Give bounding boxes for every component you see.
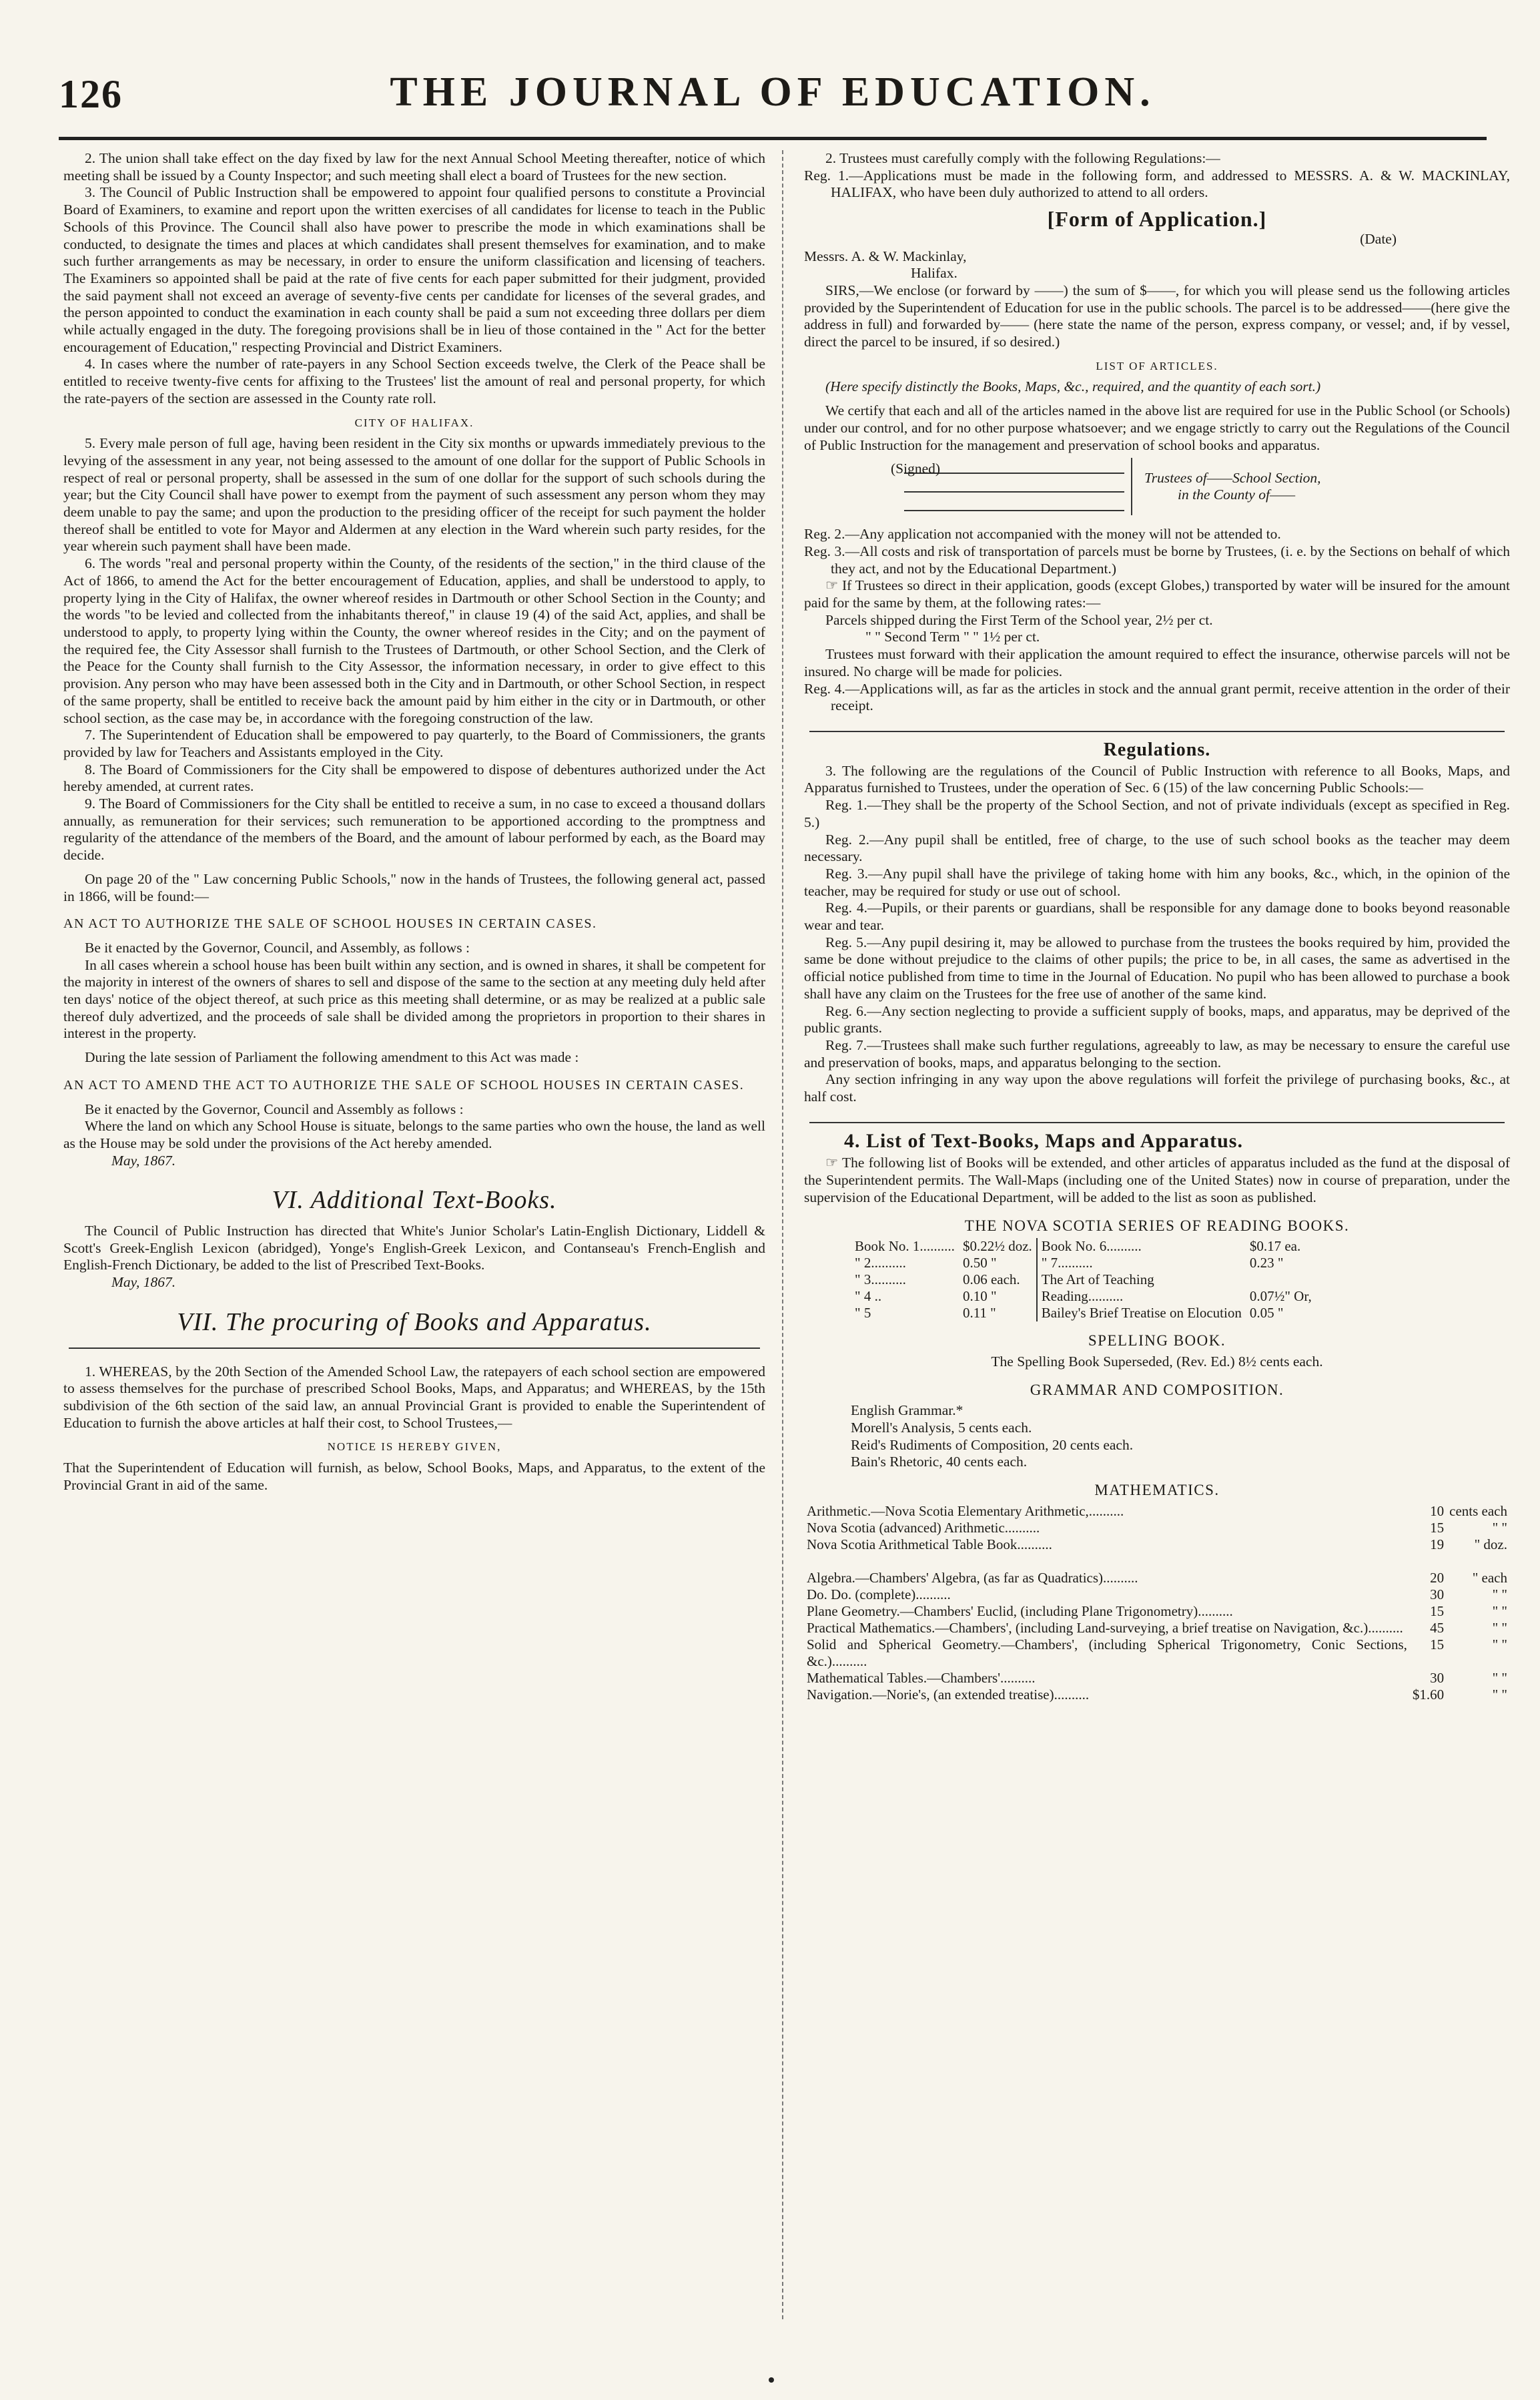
table-row [851, 1288, 1316, 1305]
paragraph: Where the land on which any School House is situate, belongs to the same parties who own the house, the land as well as the House may be sold under the provisions of the Act hereby amended. [63, 1118, 765, 1151]
regulation: Reg. 5.—Any pupil desiring it, may be allowed to purchase from the trustees the books required by him, provided the same be done without prejudice to the claims of other pupils; the price to be, in all cases, the same as advertised in the official notice published from time to time in the Journal of Education. No pupil who has been allowed to purchase a book shall have any claim on the Trustees for the free use of another of the same kind. [804, 934, 1510, 1002]
table-cell: Book No. 1.......... [855, 1238, 955, 1255]
regulation: Reg. 2.—Any application not accompanied with the money will not be attended to. [804, 526, 1281, 543]
regulation: Reg. 1.—They shall be the property of the School Section, and not of private individuals (except as specified in Reg. 5.) [804, 797, 1510, 830]
table-row [804, 1570, 1510, 1586]
category-heading: MATHEMATICS. [1094, 1482, 1220, 1499]
paragraph: On page 20 of the " Law concerning Public Schools," now in the hands of Trustees, the following general act, passed in 1866, will be found:— [63, 870, 765, 904]
table-cell: The Art of Teaching [1037, 1271, 1246, 1288]
running-title: THE JOURNAL OF EDUCATION. [390, 69, 1156, 115]
regulation: Reg. 4.—Pupils, or their parents or guardians, shall be responsible for any damage done to books beyond reasonable wear and tear. [804, 900, 1510, 934]
regulation: Reg. 3.—All costs and risk of transportation of parcels must be borne by Trustees, (i. e. by the Sections on behalf of which they act, and not by the Educational Department.) [804, 543, 1510, 577]
table-cell: $0.17 ea. [1249, 1238, 1301, 1255]
trustees-line: in the County of—— [1178, 487, 1296, 503]
paragraph: 1. WHEREAS, by the 20th Section of the Amended School Law, the ratepayers of each school section are empowered to assess themselves for the purchase of prescribed School Books, Maps, and Apparatus; and WHEREAS, by the 15th subdivision of the 6th section of the said law, an annual Provincial Grant is provided to enable the Superintendent of Education to furnish the above articles at half their cost, to School Trustees,— [63, 1363, 765, 1431]
table-cell: Navigation.—Norie's, (an extended treatise).......... [807, 1686, 1090, 1703]
table-cell [1447, 1553, 1510, 1570]
table-cell: Algebra.—Chambers' Algebra, (as far as Quadratics).......... [807, 1569, 1138, 1586]
trustees-line: Trustees of——School Section, [1144, 469, 1321, 486]
table-cell: 0.07½" Or, [1249, 1288, 1312, 1305]
table-cell: 20 [1430, 1569, 1445, 1586]
form-title: [Form of Application.] [1047, 207, 1267, 232]
paragraph: 6. The words "real and personal property within the County, of the residents of the section," in the third clause of the Act of 1866, to amend the Act for the better encouragement of Education, applies, and shall be understood to apply, to property lying in the City of Halifax, the owner whereof resides in Dartmouth or other School Section in the County; and the words "to be levied and collected from the inhabitants thereof," in clause 19 (4) of the said Act, applies, and shall be understood to apply, to property lying within the County, the owner whereof resides in the City; and on the payment of the required fee, the City Assessor shall furnish to the Trustees of Dartmouth, or other School Section, and the Clerk of the Peace for the County shall furnish to the City Assessor, the information necessary, in order to give effect to this provision. Any person who may have been assessed both in the City and in Dartmouth, or other School Section, in respect of the same property, shall be entitled to receive back the amount paid by him either in the city or in Dartmouth, or other school section, as the case may be, in accordance with the foregoing construction of the law. [63, 555, 765, 726]
list-item: English Grammar.* [851, 1402, 964, 1419]
table-cell: " " [1492, 1586, 1507, 1602]
table-cell: 0.05 " [1249, 1305, 1284, 1321]
table-cell: 15 [1430, 1602, 1445, 1619]
regulation: Reg. 3.—Any pupil shall have the privilege of taking home with him any books, &c., which, in the opinion of the teacher, may be required for study or use out of school. [804, 865, 1510, 899]
table-row [851, 1271, 1316, 1288]
trustees-label [1144, 470, 1321, 504]
left-column [63, 150, 765, 1494]
section-rule [809, 1122, 1505, 1123]
list-item: Reid's Rudiments of Composition, 20 cents each. [851, 1436, 1134, 1453]
table-row [851, 1255, 1316, 1271]
table-cell [1410, 1553, 1447, 1570]
page-header [59, 63, 1487, 130]
table-cell: " " [1492, 1519, 1507, 1536]
table-cell: 10 [1430, 1502, 1445, 1519]
table-cell: " 7.......... [1037, 1255, 1246, 1271]
paragraph: Be it enacted by the Governor, Council and Assembly as follows : [85, 1101, 464, 1117]
spelling-line: The Spelling Book Superseded, (Rev. Ed.) 8½ cents each. [991, 1353, 1323, 1370]
table-cell: Book No. 6.......... [1037, 1238, 1246, 1255]
table-cell: " doz. [1474, 1536, 1507, 1552]
table-cell: " 2.......... [855, 1255, 906, 1271]
page-number: 126 [59, 72, 123, 116]
paragraph: 2. The union shall take effect on the day fixed by law for the next Annual School Meeting thereafter, notice of which meeting shall be issued by a County Inspector; and such meeting shall elect a board of Trustees for the new section. [63, 150, 765, 184]
paragraph: ☞ The following list of Books will be extended, and other articles of apparatus included as the fund at the disposal of the Superintendent permits. The Wall-Maps (including one of the United States) now in course of preparation, under the supervision of the Educational Department, will be added to the list as soon as published. [804, 1155, 1510, 1205]
column-divider [782, 150, 783, 2319]
signature-block [804, 458, 1510, 515]
table-cell: " " [1492, 1619, 1507, 1636]
form-city: Halifax. [911, 265, 957, 282]
section-title: VII. The procuring of Books and Apparatus. [177, 1307, 652, 1336]
paragraph: 9. The Board of Commissioners for the City shall be entitled to receive a sum, in no case to exceed a thousand dollars annually, as remuneration for their services; such remuneration to be apportioned according to the promptness and regularity of the attendance of the members of the Board, and the amount of labour performed by each, as the Board may decide. [63, 796, 765, 864]
paragraph: 5. Every male person of full age, having been resident in the City six months or upwards immediately previous to the levying of the assessment in any year, not being assessed to the amount of one dollar for the support of Public Schools in respect of real or personal property, shall be assessed in the sum of one dollar for the support of such schools during the year; but the City Council shall have power to exempt from the payment of such assessment any person whom they may deem unable to pay the same; and upon the production to the presiding officer of the receipt for such payment the holder thereof shall be entitled to vote for Mayor and Aldermen at any election in the Ward wherein such party resides, for the year wherein such payment shall have been made. [63, 435, 765, 555]
paragraph: Be it enacted by the Governor, Council, and Assembly, as follows : [85, 939, 470, 956]
table-cell: " " [1492, 1669, 1507, 1686]
page-mark [769, 2377, 774, 2383]
regulation: Reg. 1.—Applications must be made in the following form, and addressed to MESSRS. A. & W. MACKINLAY, HALIFAX, who have been duly authorized to attend to all orders. [804, 167, 1510, 201]
table-cell: Reading.......... [1037, 1288, 1246, 1305]
table-row [804, 1520, 1510, 1536]
table-row [804, 1620, 1510, 1636]
table-row [804, 1536, 1510, 1553]
table-cell: 30 [1430, 1586, 1445, 1602]
paragraph: That the Superintendent of Education will furnish, as below, School Books, Maps, and Apparatus, to the extent of the Provincial Grant in aid of the same. [63, 1460, 765, 1493]
table-cell: $0.22½ doz. [962, 1238, 1032, 1255]
table-cell: " " [1492, 1636, 1507, 1653]
table-cell: " each [1472, 1569, 1507, 1586]
grammar-list [804, 1402, 1510, 1471]
table-cell: " " [1492, 1686, 1507, 1703]
table-cell: Solid and Spherical Geometry.—Chambers', (including Spherical Trigonometry, Conic Sections, &c.).......... [807, 1636, 1407, 1669]
date-line: May, 1867. [111, 1274, 176, 1291]
table-cell: 45 [1430, 1619, 1445, 1636]
paragraph: Any section infringing in any way upon the above regulations will forfeit the privilege of purchasing books, &c., at half cost. [804, 1071, 1510, 1105]
list-title: 4. List of Text-Books, Maps and Apparatus. [844, 1129, 1243, 1152]
table-row [804, 1586, 1510, 1603]
table-cell: " 5 [855, 1305, 871, 1321]
regulations-title: Regulations. [1103, 739, 1211, 760]
table-row [804, 1670, 1510, 1687]
form-addressee: Messrs. A. & W. Mackinlay, [804, 248, 967, 264]
paragraph: In all cases wherein a school house has been built within any section, and is owned in shares, it shall be competent for the majority in interest of the owners of shares to sell and dispose of the same to the section at any meeting duly held after ten days' notice of the object thereof, at such price as this meeting shall determine, or as may be realized at a public sale thereof duly advertized, and the proceeds of sale shall be divided among the proprietors in proportion to their shares in interest in the property. [63, 956, 765, 1042]
regulation: Reg. 2.—Any pupil shall be entitled, free of charge, to the use of such school books as the teacher may deem necessary. [804, 831, 1510, 865]
rate-line: Parcels shipped during the First Term of the School year, 2½ per ct. [825, 611, 1213, 628]
list-heading: LIST OF ARTICLES. [1096, 359, 1218, 372]
act-title: AN ACT TO AMEND THE ACT TO AUTHORIZE THE SALE OF SCHOOL HOUSES IN CERTAIN CASES. [63, 1077, 745, 1093]
subheading: CITY OF HALIFAX. [354, 416, 474, 429]
table-cell: Nova Scotia (advanced) Arithmetic.......... [807, 1519, 1040, 1536]
paragraph: During the late session of Parliament the following amendment to this Act was made : [85, 1049, 579, 1066]
category-heading: THE NOVA SCOTIA SERIES OF READING BOOKS. [964, 1217, 1350, 1234]
table-row [804, 1636, 1510, 1670]
paragraph: 3. The following are the regulations of the Council of Public Instruction with reference to all Books, Maps, and Apparatus furnished to Trustees, under the operation of Sec. 6 (15) of the law concerning Public Schools:— [804, 762, 1510, 796]
table-cell: " 4 .. [855, 1288, 882, 1305]
paragraph: 7. The Superintendent of Education shall be empowered to pay quarterly, to the Board of Commissioners, the grants provided by law for Teachers and Assistants employed in the City. [63, 727, 765, 760]
rate-line: " " Second Term " " 1½ per ct. [865, 629, 1040, 645]
table-cell: 0.11 " [962, 1305, 996, 1321]
paragraph: 8. The Board of Commissioners for the City shall be empowered to dispose of debentures authorized under the Act hereby amended, at current rates. [63, 761, 765, 795]
right-column [804, 150, 1510, 1703]
list-item: Bain's Rhetoric, 40 cents each. [851, 1454, 1028, 1470]
table-row [851, 1305, 1316, 1321]
table-cell: 0.06 each. [962, 1271, 1020, 1288]
table-cell: Mathematical Tables.—Chambers'.......... [807, 1669, 1036, 1686]
list-note: (Here specify distinctly the Books, Maps, &c., required, and the quantity of each sort.) [825, 378, 1321, 395]
table-cell: 15 [1430, 1519, 1445, 1536]
table-cell: $1.60 [1412, 1686, 1445, 1703]
date-line: May, 1867. [111, 1152, 176, 1169]
form-body: SIRS,—We enclose (or forward by ——) the sum of $——, for which you will please send us the following articles provided by the Superintendent of Education for use in the public schools. The parcel is to be addressed——(here give the address in full) and forwarded by—— (here state the name of the person, express company, or vessel; and, if by vessel, direct the parcel to be insured, if so desired.) [804, 282, 1510, 350]
table-cell: Arithmetic.—Nova Scotia Elementary Arithmetic,.......... [807, 1502, 1124, 1519]
table-cell: 0.10 " [962, 1288, 997, 1305]
paragraph: The Council of Public Instruction has directed that White's Junior Scholar's Latin-English Dictionary, Liddell & Scott's Greek-English Lexicon (abridged), Yonge's English-Greek Lexicon, and Contanseau's French-English and English-French Dictionary, be added to the list of Prescribed Text-Books. [63, 1223, 765, 1273]
notice-heading: NOTICE IS HEREBY GIVEN, [327, 1440, 502, 1454]
table-row [804, 1603, 1510, 1620]
list-item: Morell's Analysis, 5 cents each. [851, 1420, 1032, 1436]
table-cell: 30 [1430, 1669, 1445, 1686]
category-heading: GRAMMAR AND COMPOSITION. [1030, 1381, 1284, 1398]
paragraph: 4. In cases where the number of rate-payers in any School Section exceeds twelve, the Clerk of the Peace shall be entitled to receive twenty-five cents for affixing to the Trustees' list the amount of real and personal property, for which the rate-payers of the section are assessed in the County rate roll. [63, 356, 765, 406]
table-row [804, 1553, 1510, 1570]
paragraph: 2. Trustees must carefully comply with the following Regulations:— [825, 150, 1220, 166]
table-cell: " " [1492, 1602, 1507, 1619]
table-cell: cents each [1449, 1502, 1507, 1519]
table-cell [804, 1553, 1410, 1570]
table-cell: Nova Scotia Arithmetical Table Book.......... [807, 1536, 1052, 1552]
table-cell: Practical Mathematics.—Chambers', (including Land-surveying, a brief treatise on Navigation, &c.).......... [807, 1619, 1403, 1636]
act-title: AN ACT TO AUTHORIZE THE SALE OF SCHOOL HOUSES IN CERTAIN CASES. [63, 916, 597, 932]
table-cell: 19 [1430, 1536, 1445, 1552]
regulation: Reg. 6.—Any section neglecting to provide a sufficient supply of books, maps, and apparatus, may be deprived of the public grants. [804, 1002, 1510, 1036]
paragraph: ☞ If Trustees so direct in their application, goods (except Globes,) transported by water will be insured for the amount paid for the same by them, at the following rates:— [804, 577, 1510, 611]
table-cell: 15 [1430, 1636, 1445, 1653]
table-cell: 0.23 " [1249, 1255, 1284, 1271]
table-cell [1246, 1271, 1316, 1288]
table-row [851, 1238, 1316, 1255]
table-row [804, 1687, 1510, 1703]
readers-table [851, 1238, 1316, 1321]
table-cell: " 3.......... [855, 1271, 906, 1288]
table-cell: 0.50 " [962, 1255, 997, 1271]
math-table [804, 1503, 1510, 1703]
signed-label: (Signed) [891, 461, 941, 477]
table-cell: Do. Do. (complete).......... [807, 1586, 951, 1602]
section-title: VI. Additional Text-Books. [272, 1186, 557, 1215]
paragraph: We certify that each and all of the articles named in the above list are required for use in the Public School (or Schools) under our control, and for no other purpose whatsoever; and we engage strictly to carry out the Regulations of the Council of Public Instruction for the management and preservation of school books and apparatus. [804, 402, 1510, 453]
table-cell: Plane Geometry.—Chambers' Euclid, (including Plane Trigonometry).......... [807, 1602, 1233, 1619]
table-row [804, 1503, 1510, 1520]
regulation: Reg. 4.—Applications will, as far as the articles in stock and the annual grant permit, receive attention in the order of their receipt. [804, 680, 1510, 714]
header-rule [59, 137, 1487, 140]
paragraph: 3. The Council of Public Instruction shall be empowered to appoint four qualified persons to constitute a Provincial Board of Examiners, to examine and report upon the written exercises of all candidates for license to teach in the Public Schools of this Province. The Council shall also have power to prescribe the mode in which examinations shall be conducted, to designate the times and places at which candidates shall present themselves for examination, and to make such further arrangements as may be necessary, in order to ensure the uniform classification and licensing of teachers. The Examiners so appointed shall be paid at the rate of five cents for each paper submitted for their judgment, provided the said payment shall not exceed an average of seventy-five cents per candidate for licenses of the several grades, and the person appointed to conduct the examination in each county shall be paid a sum not exceeding three dollars per diem while actually engaged in the duty. The foregoing provisions shall be in lieu of those contained in the " Act for the better encouragement of Education," respecting Provincial and District Examiners. [63, 184, 765, 355]
form-date: (Date) [1360, 230, 1397, 247]
paragraph: Trustees must forward with their application the amount required to effect the insurance, otherwise parcels will not be insured. No charge will be made for policies. [804, 646, 1510, 679]
table-cell: Bailey's Brief Treatise on Elocution [1037, 1305, 1246, 1321]
category-heading: SPELLING BOOK. [1088, 1332, 1226, 1349]
regulation: Reg. 7.—Trustees shall make such further regulations, agreeably to law, as may be necessary to ensure the careful use and preservation of books, maps, and apparatus belonging to the section. [804, 1036, 1510, 1071]
section-rule [809, 731, 1505, 732]
